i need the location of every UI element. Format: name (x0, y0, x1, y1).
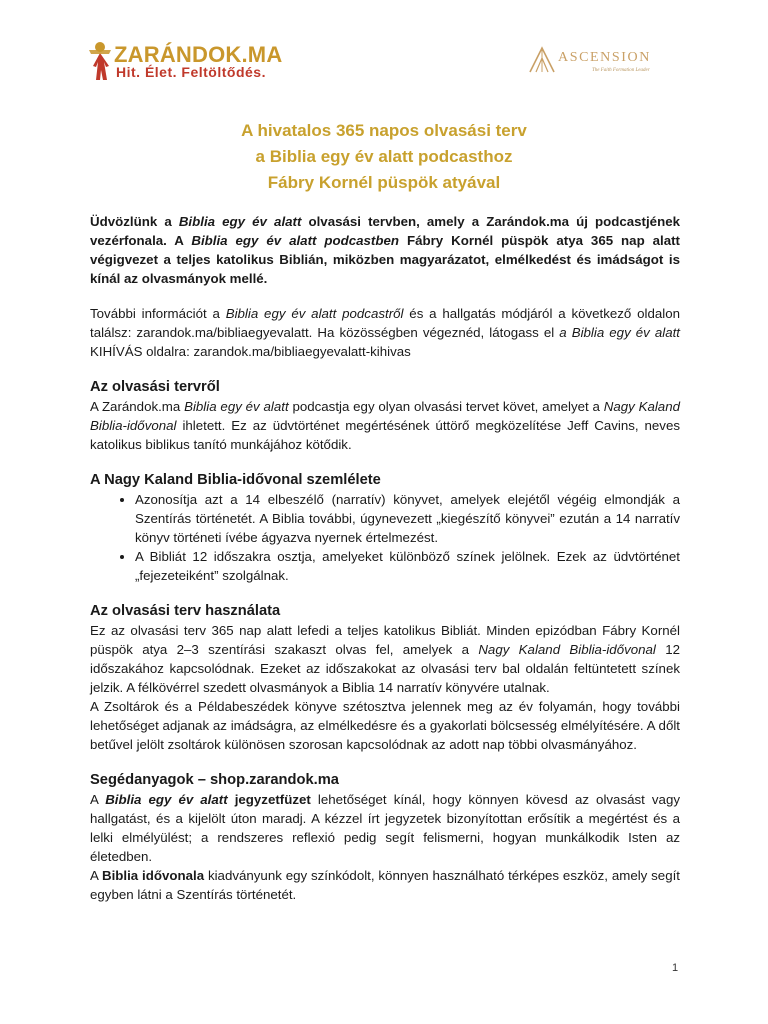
partner-tagline: The Faith Formation Leader (592, 68, 650, 73)
usage-paragraph-2: A Zsoltárok és a Példabeszédek könyve szétosztva jelennek meg az év folyamán, hogy további lehetőséget adjanak az imádságra, az elmélkedésre és a gyakorlati bölcsesség elmélyítésére. A dőlt betűvel jelölt zsoltárok különösen szorosan kapcsolódnak az adott nap többi olvasmányához. (90, 699, 680, 752)
title-line-1: A hivatalos 365 napos olvasási terv (241, 121, 527, 140)
section-usage (90, 601, 680, 754)
resources-paragraph-1: A Biblia egy év alatt jegyzetfüzet lehetőséget kínál, hogy könnyen kövesd az olvasást vagy hallgatást, és a kijelölt úton maradj. A kézzel írt jegyzetek bizonyítottan erősítik a megértést és a lelki elmélyülést; a rendszeres reflexió pedig segít felismerni, hogyan munkálkodik Isten az életedben. (90, 792, 680, 864)
list-item: • A Bibliát 12 időszakra osztja, amelyeket különböző színek jelölnek. Ezek az üdvtörténet „fejezeteiként” szolgálnak. (135, 547, 680, 585)
document-body (90, 212, 680, 920)
mountain-icon (528, 44, 556, 74)
section-timeline (90, 470, 680, 585)
intro-paragraph: Üdvözlünk a Biblia egy év alatt olvasási tervben, amely a Zarándok.ma új podcastjének vezérfonala. A Biblia egy év alatt podcastben Fábry Kornél püspök atya 365 nap alatt végigvezet a teljes katolikus Biblián, miközben magyarázatot, elmélkedést és imádságot is kínál az olvasmányok mellé. (90, 214, 680, 286)
partner-name: ASCENSION (558, 50, 651, 65)
zarandok-logo (86, 40, 286, 84)
logo-tagline: Hit. Élet. Feltöltődés. (116, 64, 266, 80)
heading-about: Az olvasási tervről (90, 379, 220, 395)
about-paragraph: A Zarándok.ma Biblia egy év alatt podcastja egy olyan olvasási tervet követ, amelyet a Nagy Kaland Biblia-idővonal ihletett. Ez az üdvtörténet megértésének úttörő megközelítése Jeff Cavins, neves katolikus biblikus tanító munkájához kötődik. (90, 399, 680, 452)
timeline-list (90, 490, 680, 585)
info-paragraph: További információt a Biblia egy év alatt podcastről és a hallgatás módjáról a következő oldalon találsz: zarandok.ma/bibliaegyevalatt. Ha közösségben végeznéd, látogass el a Biblia egy év alatt KIHÍVÁS oldalra: zarandok.ma/bibliaegyevalatt-kihivas (90, 306, 681, 359)
pilgrim-icon (86, 40, 114, 84)
page-header (0, 0, 768, 96)
list-item: • Azonosítja azt a 14 elbeszélő (narratív) könyvet, amelyek elejétől végéig elmondják a Szentírás történetét. A Biblia további, úgynevezett „kiegészítő könyvei” ezután a 14 narratív könyv történeti ívébe ágyazva nyernek értelmezést. (135, 490, 680, 547)
usage-paragraph-1: Ez az olvasási terv 365 nap alatt lefedi a teljes katolikus Bibliát. Minden epizódban Fábry Kornél püspök atya 2–3 szentírási szakaszt olvas fel, amelyek a Nagy Kaland Biblia-idővonal 12 időszakához kapcsolódnak. Ezeket az időszakokat az olvasási terv bal oldalán feltüntetett színek jelzik. A félkövérrel szedett olvasmányok a Biblia 14 narratív könyvére utalnak. (90, 623, 680, 695)
section-about (90, 377, 680, 454)
logo-title: ZARÁNDOK.MA (114, 42, 283, 67)
heading-timeline: A Nagy Kaland Biblia-idővonal szemlélete (90, 472, 381, 488)
heading-resources: Segédanyagok – shop.zarandok.ma (90, 772, 339, 788)
resources-paragraph-2: A Biblia idővonala kiadványunk egy színkódolt, könnyen használható térképes eszköz, amely segít egyben látni a Szentírás történetét. (90, 868, 680, 902)
title-line-3: Fábry Kornél püspök atyával (267, 173, 501, 192)
section-resources (90, 770, 680, 904)
title-line-2: a Biblia egy év alatt podcasthoz (255, 147, 513, 166)
ascension-logo (528, 44, 678, 84)
page-number: 1 (672, 962, 679, 974)
document-title (0, 118, 768, 196)
heading-usage: Az olvasási terv használata (90, 603, 281, 619)
